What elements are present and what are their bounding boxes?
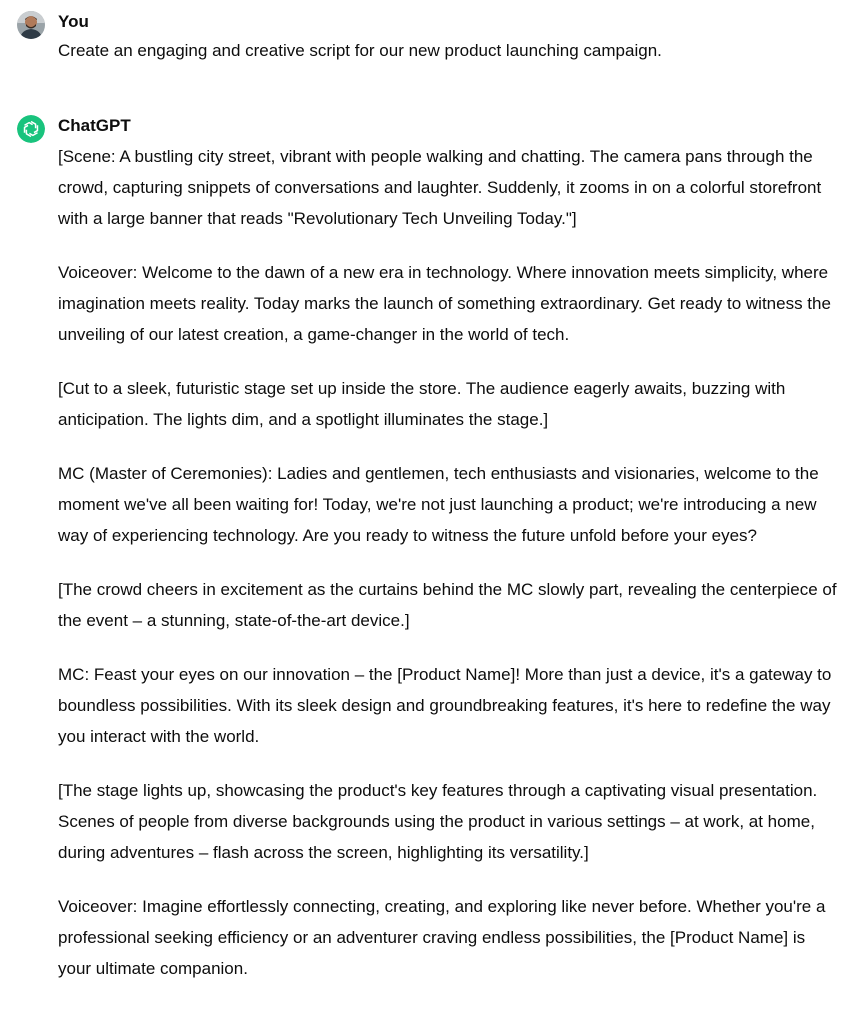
user-message-text [58, 35, 838, 66]
assistant-paragraph: [The crowd cheers in excitement as the curtains behind the MC slowly part, revealing the centerpiece of the event – a stunning, state-of-the-art device.] [58, 580, 837, 630]
user-name: You [58, 12, 89, 31]
assistant-paragraph: Voiceover: Welcome to the dawn of a new era in technology. Where innovation meets simplicity, where imagination meets reality. Today marks the launch of something extraordinary. Get ready to witness the unveiling of our latest creation, a game-changer in the world of tech. [58, 263, 831, 344]
assistant-message-text [58, 141, 838, 984]
assistant-paragraph: Voiceover: Imagine effortlessly connecting, creating, and exploring like never before. Whether you're a professional seeking efficiency or an adventurer craving endless possibilities, the [Product Name] is your ultimate companion. [58, 897, 826, 978]
assistant-paragraph: [Scene: A bustling city street, vibrant with people walking and chatting. The camera pans through the crowd, capturing snippets of conversations and laughter. Suddenly, it zooms in on a colorful storefront with a large banner that reads "Revolutionary Tech Unveiling Today."] [58, 147, 822, 228]
assistant-name: ChatGPT [58, 116, 131, 135]
assistant-paragraph: MC (Master of Ceremonies): Ladies and gentlemen, tech enthusiasts and visionaries, welcome to the moment we've all been waiting for! Today, we're not just launching a product; we're introducing a new way of experiencing technology. Are you ready to witness the future unfold before your eyes? [58, 464, 819, 545]
assistant-paragraph: MC: Feast your eyes on our innovation – the [Product Name]! More than just a device, it's a gateway to boundless possibilities. With its sleek design and groundbreaking features, it's here to redefine the way you interact with the world. [58, 665, 832, 746]
user-message-paragraph: Create an engaging and creative script for our new product launching campaign. [58, 41, 662, 60]
user-avatar-icon[interactable] [17, 11, 45, 39]
openai-logo-icon [17, 115, 45, 143]
assistant-paragraph: [Cut to a sleek, futuristic stage set up inside the store. The audience eagerly awaits, buzzing with anticipation. The lights dim, and a spotlight illuminates the stage.] [58, 379, 786, 429]
assistant-paragraph: [The stage lights up, showcasing the product's key features through a captivating visual presentation. Scenes of people from diverse backgrounds using the product in various settings – at work, at home, during adventures – flash across the screen, highlighting its versatility.] [58, 781, 818, 862]
